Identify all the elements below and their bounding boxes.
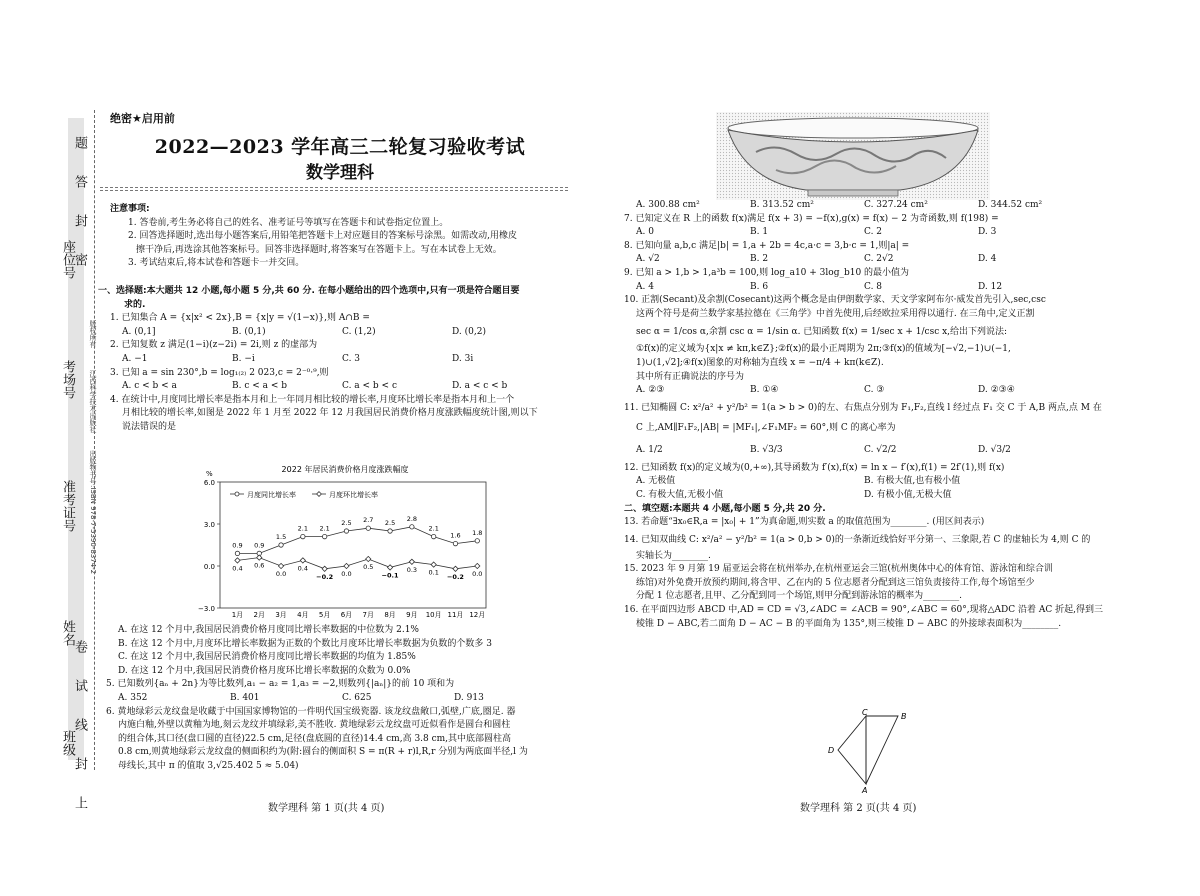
q10-line: 10. 正割(Secant)及余割(Cosecant)这两个概念是由伊朗数学家、天文学家阿布尔·威发首先引入,sec,csc [624,295,1046,306]
label-c: C [862,708,868,717]
cut-line [94,110,95,770]
data-label: 0.1 [428,568,439,577]
q11-line: 11. 已知椭圆 C: x²/a² + y²/b² = 1(a > b > 0)的左、右焦点分别为 F₁,F₂,直线 l 经过点 F₁ 交 C 于 A,B 两点,点 M 在 [624,402,1102,413]
question-stem: 3. 已知 a = sin 230°,b = log₁₍₂₎ 2 023,c = 2⁻⁰·⁹,则 [110,367,329,378]
question-option: A. √2 [636,254,660,265]
class-label: 班级 [60,730,75,756]
question-option: B. (0,1) [232,326,266,337]
q6-option: C. 327.24 cm² [864,200,928,210]
data-label: 0.3 [406,565,418,574]
x-tick-label: 4月 [297,611,309,619]
series2-point [366,556,371,561]
data-label: −0.2 [446,572,464,581]
subject-title: 数学理科 [306,163,374,183]
q12-option: C. 有极大值,无极小值 [636,489,724,500]
question-option: D. 3 [978,227,997,238]
series2-point [278,563,283,568]
q10-option: C. ③ [864,385,885,396]
question-option: D. 3i [452,353,474,364]
x-tick-label: 7月 [362,611,374,619]
series1-point [431,534,435,538]
series1-point [344,529,348,533]
question-option: D. 4 [978,254,997,265]
data-label: 1.5 [275,533,287,541]
q12-options-row1 [624,475,1112,489]
isbn-text: 出版物书号:ISBN 978-7-5390-8374-2 [89,450,97,575]
q5-option: A. 352 [118,692,148,703]
q12-stem: 12. 已知函数 f(x)的定义域为(0,+∞),其导函数为 f′(x),f(x) = ln x − f′(x),f(1) = 2f′(1),则 f(x) [624,462,1005,473]
question-options [624,281,1112,295]
q10-line: ①f(x)的定义域为{x|x ≠ kπ,k∈Z};②f(x)的最小正周期为 2π;③f(x)的值域为[−√2,−1)∪(−1, [636,344,1011,355]
data-label: 2.5 [384,519,396,527]
q14-line: 实轴长为________. [636,550,711,561]
series2-point [322,566,327,571]
data-label: 2.1 [319,524,330,533]
data-label: 2.1 [428,524,439,533]
series2-point [300,558,305,563]
q10-option: B. ①④ [750,385,779,396]
porcelain-plate-image [716,112,990,200]
q6-options [624,199,1112,213]
q12-option: D. 有极小值,无极大值 [864,489,952,500]
exam-room-label: 考场号 [60,360,75,399]
question-option: D. 12 [978,281,1003,292]
q10-line: 这两个符号是荷兰数学家基拉德在《三角学》中首先使用,后经欧拉采用得以通行. 在三角中,定义正割 [636,308,1035,319]
question-stem: 2. 已知复数 z 满足(1−i)(z−2i) = 2i,则 z 的虚部为 [110,340,318,351]
question-stem: 月相比较的增长率,如图是 2022 年 1 月至 2022 年 12 月我国居民消费价格月度涨跌幅度统计图,则以下 [122,408,538,419]
q11-option: A. 1/2 [636,444,663,455]
x-tick-label: 8月 [384,611,396,619]
q6-option: D. 344.52 cm² [978,200,1043,210]
q13: 13. 若命题“∃x₀∈R,a = |x₀| + 1”为真命题,则实数 a 的取值范围为________. (用区间表示) [624,517,985,528]
q15-line: 15. 2023 年 9 月第 19 届亚运会将在杭州举办,在杭州亚运会三馆(杭州奥体中心的体育馆、游泳馆和综合训 [624,564,1053,575]
series2-point [431,562,436,567]
series1-point [453,541,457,545]
q4-options [106,624,574,774]
name-label: 姓名 [60,620,75,646]
q5-options [118,692,574,706]
data-label: 0.9 [232,541,243,550]
series2-point [344,563,349,568]
question-options [110,380,572,394]
question-options [624,253,1112,267]
q12-option: A. 无极值 [636,476,676,487]
q6-line: 的组合体,其口径(盘口圆的直径)22.5 cm,足径(盘底圆的直径)14.4 cm,高 3.8 cm,其中底部圆柱高 [118,733,512,744]
y-tick-label: 3.0 [203,521,215,529]
question-stem: 8. 已知向量 a,b,c 满足|b| = 1,a + 2b = 4c,a·c = 3,b·c = 1,则|a| = [624,240,910,251]
binding-text-bottom: 卷 试 线 封 上 [72,640,87,809]
data-label: 2.1 [297,524,309,533]
right-column [624,199,1112,631]
question-option: A. −1 [122,353,148,364]
q15-line: 练馆)对外免费开放预约期间,将含甲、乙在内的 5 位志愿者分配到这三馆负责接待工作,每个场馆至少 [636,577,1035,588]
q10-line: 1)∪(1,√2];④f(x)图象的对称轴为直线 x = −π/4 + kπ(k∈Z). [636,357,884,368]
q4-option-c: C. 在这 12 个月中,我国居民消费价格月度同比增长率数据的均值为 1.85% [118,652,416,663]
data-label: −0.1 [381,571,399,580]
q5-option: C. 625 [342,692,372,703]
confidential-mark: 绝密★启用前 [110,112,175,125]
notice-item: 擦干净后,再选涂其他答案标号。回答非选择题时,将答案写在答题卡上。写在本试卷上无效。 [136,244,502,255]
question-options [624,226,1112,240]
q5-option: B. 401 [230,692,260,703]
seat-number-label: 座位号 [60,240,75,279]
copyright-text: 版权所有 [89,320,97,348]
series2-point [453,566,458,571]
right-questions [624,213,1112,295]
x-tick-label: 3月 [275,611,287,619]
series1-point [279,543,283,547]
series2-point [235,558,240,563]
data-label: −0.2 [316,572,334,581]
binding-text-top: 题 答 封 密 [72,136,87,266]
q6-line: 母线长,其中 π 的值取 3,√25.402 5 ≈ 5.04) [118,760,299,771]
series2-point [475,563,480,568]
data-label: 0.0 [472,570,483,578]
y-tick-label: 0.0 [203,563,215,571]
section2-heading: 二、填空题:本题共 4 小题,每小题 5 分,共 20 分. [624,503,826,514]
data-label: 1.6 [450,531,461,540]
question-option: B. c < a < b [232,381,288,392]
page-footer-right: 数学理科 第 2 页(共 4 页) [800,803,917,814]
series1-point [388,529,392,533]
q6-option: A. 300.88 cm² [636,200,700,210]
data-label: 0.6 [254,561,265,570]
ticket-number-label: 准考证号 [60,480,75,532]
q6-option: B. 313.52 cm² [750,200,814,210]
question-options [110,353,572,367]
question-stem: 7. 已知定义在 R 上的函数 f(x)满足 f(x + 3) = −f(x),g(x) = f(x) − 2 为奇函数,则 f(198) = [624,213,999,224]
header-divider [100,187,568,188]
q11-option: B. √3/3 [750,444,783,455]
data-label: 0.5 [363,563,374,571]
data-label: 2.5 [341,519,352,527]
publisher-text: 江西科学技术出版社 [89,370,97,433]
q6-line: 0.8 cm,则黄地绿彩云龙纹盘的侧面积约为(附:圆台的侧面积 S = π(R + r)l,R,r 分别为两底面半径,l 为 [118,747,528,758]
q5-stem: 5. 已知数列{aₙ + 2n}为等比数列,a₁ − a₂ = 1,a₃ = −2,则数列{|aₙ|}的前 10 项和为 [106,679,455,690]
q12-option: B. 有极大值,也有极小值 [864,476,961,487]
section1-heading-cont: 求的. [124,299,146,310]
series1-point [322,534,326,538]
series1-point [301,534,305,538]
question-option: A. 4 [636,281,654,292]
series2-point [257,555,262,560]
x-tick-label: 1月 [231,611,244,619]
notice-item: 2. 回答选择题时,选出每小题答案后,用铅笔把答题卡上对应题目的答案标号涂黑。如需改动,用橡皮 [128,231,518,242]
q16-line: 16. 在平面四边形 ABCD 中,AD = CD = √3,∠ADC = ∠ACB = 90°,∠ABC = 60°,现将△ADC 沿着 AC 折起,得到三 [624,605,1103,616]
series-line-2 [237,558,477,569]
question-option: C. 2 [864,227,883,238]
question-option: B. 2 [750,254,769,265]
left-questions [110,312,572,434]
q10-options [624,384,1112,398]
q10-line: 其中所有正确说法的序号为 [636,371,745,382]
question-stem: 4. 在统计中,月度同比增长率是指本月和上一年同月相比较的增长率,月度环比增长率是指本月和上一个 [110,394,515,405]
section1-heading: 一、选择题:本大题共 12 小题,每小题 5 分,共 60 分. 在每小题给出的四个选项中,只有一项是符合题目要 [98,285,520,296]
question-option: A. c < b < a [122,381,177,392]
q16-line: 棱锥 D − ABC,若二面角 D − AC − B 的平面角为 135°,则三棱锥 D − ABC 的外接球表面积为________. [636,618,1062,629]
series1-point [475,539,479,543]
x-tick-label: 10月 [425,611,442,619]
label-b: B [901,712,907,721]
question-option: D. (0,2) [452,326,486,337]
x-tick-label: 5月 [318,611,331,619]
x-tick-label: 6月 [340,611,353,619]
q10-option: D. ②③④ [978,385,1015,396]
series-line-1 [237,524,477,554]
legend-marker-2 [317,492,322,497]
x-tick-label: 11月 [447,611,464,619]
x-tick-label: 9月 [406,611,418,619]
question-option: A. (0,1] [122,326,156,337]
page-footer-left: 数学理科 第 1 页(共 4 页) [268,803,385,814]
x-tick-label: 12月 [469,611,486,619]
notice-item: 1. 答卷前,考生务必将自己的姓名、准考证号等填写在答题卡和试卷指定位置上。 [128,217,449,228]
q6-line: 内施白釉,外壁以黄釉为地,刻云龙纹并填绿彩,美不胜收. 黄地绿彩云龙纹盘可近似看作是圆台和圆柱 [118,720,511,731]
series1-point [410,525,414,529]
data-label: 0.9 [254,541,265,550]
q11-option: D. √3/2 [978,444,1011,455]
q11-options [624,438,1112,462]
question-option: C. 2√2 [864,254,894,265]
question-stem: 9. 已知 a > 1,b > 1,a³b = 100,则 log_a10 + 3log_b10 的最小值为 [624,267,910,278]
question-option: B. −i [232,353,255,364]
label-a: A [862,786,868,794]
header-divider-2 [100,190,568,191]
series1-point [366,526,370,530]
question-options [110,326,572,340]
label-d: D [828,746,835,755]
series2-point [387,565,392,570]
q6-line: 6. 黄地绿彩云龙纹盘是收藏于中国国家博物馆的一件明代国宝级瓷器. 该龙纹盘敞口,弧壁,广底,圈足. 器 [106,706,516,717]
question-option: C. (1,2) [342,326,376,337]
question-option: C. 3 [342,353,361,364]
q10-option: A. ②③ [636,385,665,396]
q11-line: C 上,AM∥F₁F₂,|AB| = |MF₁|,∠F₁MF₂ = 60°,则 C 的离心率为 [636,422,896,433]
data-label: 2.8 [406,514,418,523]
data-label: 0.0 [275,570,287,578]
data-label: 0.4 [232,564,243,573]
data-label: 0.4 [297,564,309,573]
question-option: C. a < b < c [342,381,397,392]
question-stem: 说法错误的是 [122,421,177,432]
q11-option: C. √2/2 [864,444,897,455]
exam-title: 2022—2023 学年高三二轮复习验收考试 [154,136,526,158]
question-stem: 1. 已知集合 A = {x|x² < 2x},B = {x|y = √(1−x)},则 A∩B = [110,313,370,324]
legend-label-1: 月度同比增长率 [247,491,296,499]
notice-item: 3. 考试结束后,将本试卷和答题卡一并交回。 [128,258,305,269]
notice-heading: 注意事项: [110,204,150,214]
y-tick-label: 6.0 [203,479,215,487]
series1-point [235,551,239,555]
series2-point [409,559,414,564]
q15-line: 分配 1 位志愿者,且甲、乙分配到同一个场馆,则甲分配到游泳馆的概率为________. [636,591,963,602]
data-label: 1.8 [472,528,483,537]
question-option: C. 8 [864,281,883,292]
q16-figure [820,708,920,794]
q12-options-row2 [624,489,1112,503]
left-column [98,203,572,435]
data-label: 0.0 [341,570,352,578]
x-tick-label: 2月 [253,611,265,619]
y-tick-label: −3.0 [198,605,215,613]
question-option: D. a < c < b [452,381,508,392]
data-label: 2.7 [363,516,374,525]
question-option: A. 0 [636,227,654,238]
q4-option-d: D. 在这 12 个月中,我国居民消费价格月度环比增长率数据的众数为 0.0% [118,665,411,676]
chart-ylabel: % [206,470,213,478]
q5-option: D. 913 [454,692,484,703]
cpi-chart [190,462,500,622]
q4-option-a: A. 在这 12 个月中,我国居民消费价格月度同比增长率数据的中位数为 2.1% [118,625,419,635]
question-option: B. 1 [750,227,769,238]
q10-line: sec α = 1/cos α,余割 csc α = 1/sin α. 已知函数 f(x) = 1/sec x + 1/csc x,给出下列说法: [636,327,1008,338]
q4-option-b: B. 在这 12 个月中,月度环比增长率数据为正数的个数比月度环比增长率数据为负数的个数多 3 [118,638,492,649]
q14-line: 14. 已知双曲线 C: x²/a² − y²/b² = 1(a > 0,b > 0)的一条渐近线恰好平分第一、三象限,若 C 的虚轴长为 4,则 C 的 [624,534,1091,545]
chart-title: 2022 年居民消费价格月度涨跌幅度 [281,465,409,474]
legend-label-2: 月度环比增长率 [329,491,378,499]
question-option: B. 6 [750,281,769,292]
legend-marker-1 [235,492,239,496]
